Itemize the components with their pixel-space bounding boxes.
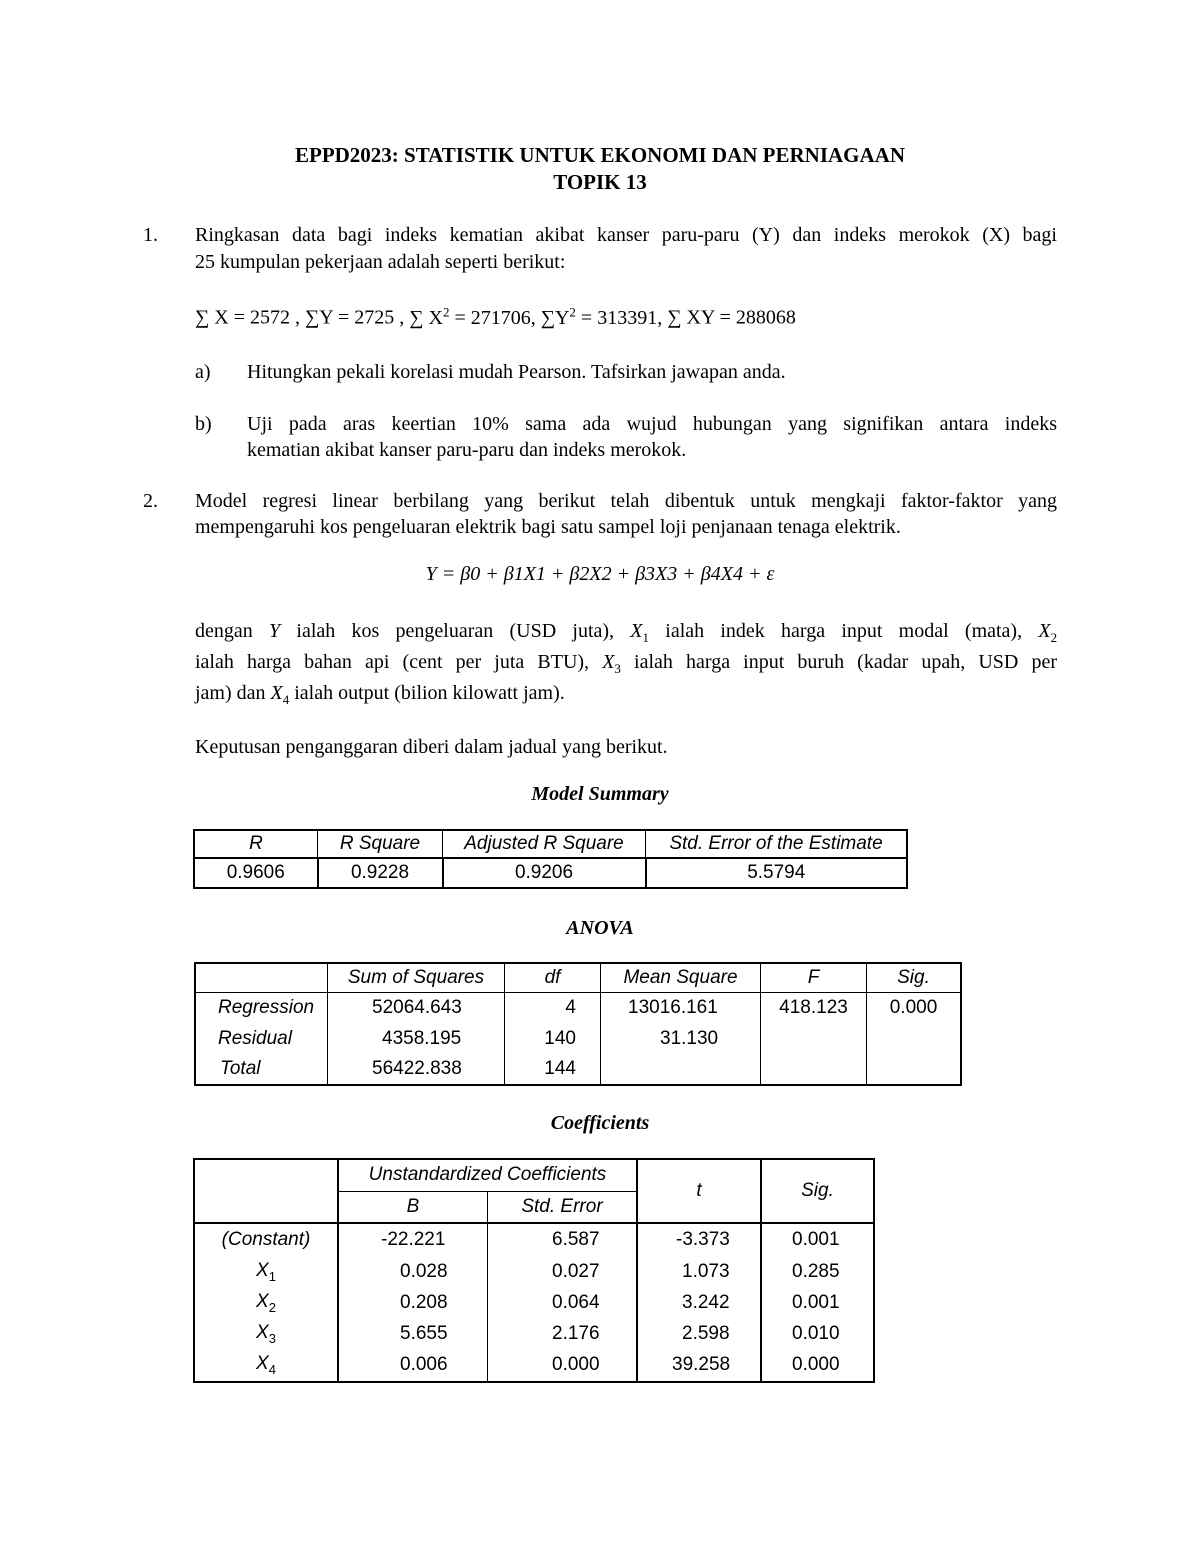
coef-label-constant: (Constant) xyxy=(194,1223,338,1256)
q1-line1: Ringkasan data bagi indeks kematian akibat kanser paru-paru (Y) dan indeks merokok (X) bagi xyxy=(195,224,1057,246)
coef-label-x4: $X_4$ xyxy=(194,1349,338,1382)
ms-value-r: 0.9606 xyxy=(194,858,318,888)
course-title: EPPD2023: STATISTIK UNTUK EKONOMI DAN PERNIAGAAN xyxy=(294,143,905,167)
coef-label-x2: $X_2$ xyxy=(194,1287,338,1318)
anova-f-total xyxy=(761,1054,867,1085)
anova-header-f: F xyxy=(761,963,867,992)
coef-se-x3: 2.176 xyxy=(488,1318,638,1349)
anova-f-regression: 418.123 xyxy=(761,992,867,1023)
anova-ss-residual: 4358.195 xyxy=(328,1023,505,1054)
coef-sig-x4: 0.000 xyxy=(792,1354,840,1375)
coef-b-x4: 0.006 xyxy=(338,1349,488,1382)
ms-header-stderr: Std. Error of the Estimate xyxy=(646,830,908,858)
anova-ms-total xyxy=(601,1054,761,1085)
ms-value-rsq: 0.9228 xyxy=(318,858,443,888)
coef-b-constant: -22.221 xyxy=(338,1223,488,1256)
sum-xy: ∑ XY = 288068 xyxy=(667,306,796,329)
q1-sums xyxy=(195,304,796,330)
topic-title: TOPIK 13 xyxy=(553,170,647,194)
q1-b-label: b) xyxy=(195,413,212,435)
anova-label-total: Total xyxy=(195,1054,328,1085)
anova-header-df: df xyxy=(505,963,601,992)
anova-sig-residual xyxy=(867,1023,962,1054)
ms-header-adjrsq: Adjusted R Square xyxy=(443,830,646,858)
coef-se-x2: 0.064 xyxy=(488,1287,638,1318)
anova-ms-regression: 13016.161 xyxy=(601,992,761,1023)
anova-label-regression: Regression xyxy=(195,992,328,1023)
q2-line2: mempengaruhi kos pengeluaran elektrik bagi satu sampel loji penjanaan tenaga elektrik. xyxy=(195,516,901,538)
coef-group-header: Unstandardized Coefficients xyxy=(338,1159,637,1191)
coef-t-x1: 1.073 xyxy=(637,1256,761,1287)
q2-desc2: ialah harga bahan api (cent per juta BTU), $X_3$ ialah harga input buruh (kadar upah, USD per xyxy=(195,651,1058,676)
anova-title: ANOVA xyxy=(566,917,634,939)
q2-decision: Keputusan penganggaran diberi dalam jadual yang berikut. xyxy=(195,736,668,758)
coef-header-b: B xyxy=(338,1191,488,1223)
coef-se-x1: 0.027 xyxy=(488,1256,638,1287)
model-summary-title: Model Summary xyxy=(531,783,669,805)
anova-df-residual: 140 xyxy=(505,1023,601,1054)
coef-label-x1: $X_1$ xyxy=(194,1256,338,1287)
coef-t-constant: -3.373 xyxy=(637,1223,761,1256)
anova-df-regression: 4 xyxy=(505,992,601,1023)
coef-t-x2: 3.242 xyxy=(637,1287,761,1318)
ms-value-stderr: 5.5794 xyxy=(646,858,908,888)
coef-b-x3: 5.655 xyxy=(338,1318,488,1349)
coef-sig-x1: 0.285 xyxy=(792,1260,840,1282)
regression-equation: Y = β0 + β1X1 + β2X2 + β3X3 + β4X4 + ε xyxy=(425,563,775,585)
coef-header-se: Std. Error xyxy=(488,1191,638,1223)
anova-sig-total xyxy=(867,1054,962,1085)
q1-b-line2: kematian akibat kanser paru-paru dan indeks merokok. xyxy=(247,439,687,461)
anova-header-ss: Sum of Squares xyxy=(328,963,505,992)
anova-sig-regression: 0.000 xyxy=(889,996,938,1018)
coef-se-constant: 6.587 xyxy=(488,1223,638,1256)
coef-header-blank xyxy=(194,1159,338,1223)
anova-ss-total: 56422.838 xyxy=(328,1054,505,1085)
coef-header-sig: Sig. xyxy=(761,1159,874,1223)
coef-b-x1: 0.028 xyxy=(338,1256,488,1287)
q2-line1: Model regresi linear berbilang yang berikut telah dibentuk untuk mengkaji faktor-faktor yang xyxy=(195,490,1057,512)
q1-b-line1: Uji pada aras keertian 10% sama ada wujud hubungan yang signifikan antara indeks xyxy=(247,413,1057,435)
anova-f-residual xyxy=(761,1023,867,1054)
q2-number: 2. xyxy=(143,490,158,512)
ms-value-adjrsq: 0.9206 xyxy=(443,858,646,888)
sum-y: ∑Y = 2725 , xyxy=(304,306,405,329)
q1-a-text: Hitungkan pekali korelasi mudah Pearson. Tafsirkan jawapan anda. xyxy=(247,361,786,383)
anova-ss-regression: 52064.643 xyxy=(328,992,505,1023)
anova-label-residual: Residual xyxy=(195,1023,328,1054)
q2-desc3: jam) dan $X_4$ ialah output (bilion kilowatt jam). xyxy=(195,682,565,707)
anova-header-blank xyxy=(195,963,328,992)
sum-y2: $\sum Y^2 = 313391$, xyxy=(540,304,663,329)
q1-a-label: a) xyxy=(195,361,211,383)
coef-t-x4: 39.258 xyxy=(637,1349,761,1382)
anova-df-total: 144 xyxy=(505,1054,601,1085)
coef-header-t: t xyxy=(637,1159,761,1223)
coefficients-title: Coefficients xyxy=(550,1112,650,1134)
coef-sig-x2: 0.001 xyxy=(792,1291,840,1313)
anova-header-ms: Mean Square xyxy=(601,963,761,992)
anova-table xyxy=(194,962,962,1086)
sum-x: ∑ X = 2572 , xyxy=(195,306,300,329)
q1-line2: 25 kumpulan pekerjaan adalah seperti berikut: xyxy=(195,251,566,273)
anova-ms-residual: 31.130 xyxy=(601,1023,761,1054)
coef-t-x3: 2.598 xyxy=(637,1318,761,1349)
coef-sig-x3: 0.010 xyxy=(792,1322,840,1344)
ms-header-r: R xyxy=(194,830,318,858)
coef-se-x4: 0.000 xyxy=(488,1349,638,1382)
sum-x2: ∑ $X^2 = 271706$, xyxy=(409,304,536,329)
coef-b-x2: 0.208 xyxy=(338,1287,488,1318)
q2-desc1: dengan Y ialah kos pengeluaran (USD juta), $X_1$ ialah indek harga input modal (mata), $X_2$ xyxy=(195,620,1058,645)
q1-number: 1. xyxy=(143,224,158,246)
coefficients-table xyxy=(193,1158,875,1383)
coef-sig-constant: 0.001 xyxy=(792,1229,840,1250)
ms-header-rsq: R Square xyxy=(318,830,443,858)
coef-label-x3: $X_3$ xyxy=(194,1318,338,1349)
model-summary-table xyxy=(193,829,908,889)
anova-header-sig: Sig. xyxy=(867,963,962,992)
